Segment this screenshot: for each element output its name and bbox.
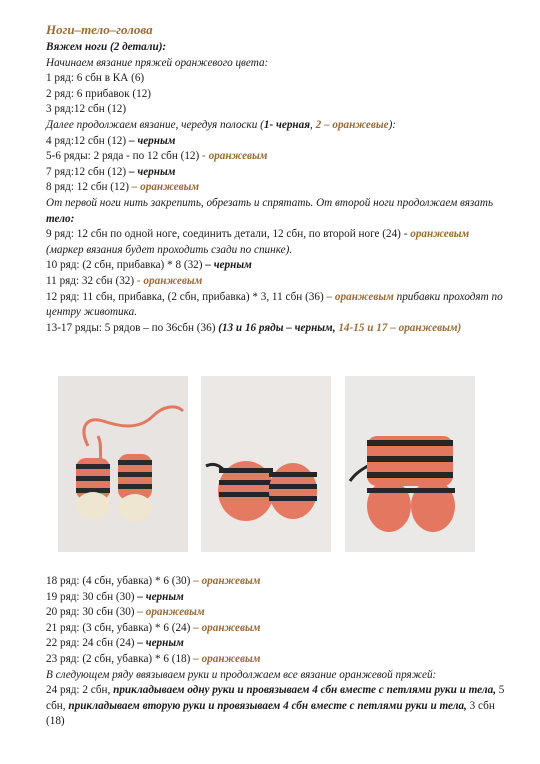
row-1: 1 ряд: 6 сбн в КА (6) <box>46 72 145 85</box>
row-22-text: 22 ряд: 24 сбн (24) <box>46 637 138 650</box>
photo-strip <box>58 376 476 552</box>
row-20-color: – оранжевым <box>137 606 205 619</box>
row-4-color: – черным <box>128 134 176 147</box>
row-22-color: – черным <box>137 637 184 650</box>
row-10 <box>46 258 512 274</box>
row-21-color: – оранжевым <box>193 621 261 634</box>
section-title: Вяжем ноги (2 детали): <box>46 41 167 53</box>
row-8-color: – оранжевым <box>131 181 200 194</box>
row-23-text: 23 ряд: (2 сбн, убавка) * 6 (18) <box>46 652 194 665</box>
row-18 <box>46 574 512 590</box>
row-9-color: оранжевым <box>410 228 470 241</box>
row-24-b: прикладываем одну руки и провязываем 4 сбн вместе с петлями руки и тела, <box>113 684 496 697</box>
row-21-text: 21 ряд: (3 сбн, убавка) * 6 (24) <box>46 621 194 634</box>
alternate-black: 1- черная <box>263 118 310 131</box>
row-21 <box>46 621 512 637</box>
row-20 <box>46 605 512 621</box>
row-22 <box>46 636 512 652</box>
alternate-note <box>46 118 512 134</box>
row-23-color: – оранжевым <box>193 652 261 665</box>
row-24-d: прикладываем вторую руки и провязываем 4 сбн вместе с петлями руки и тела, <box>68 699 467 712</box>
row-2: 2 ряд: 6 прибавок (12) <box>46 87 152 100</box>
photo-body-joined <box>345 376 475 552</box>
row-24-e: 3 сбн (18) <box>46 699 495 728</box>
row-10-text: 10 ряд: (2 сбн, прибавка) * 8 (32) <box>46 259 206 272</box>
row-11-color: - оранжевым <box>136 274 203 287</box>
row-13-17 <box>46 321 512 337</box>
row-20-text: 20 ряд: 30 сбн (30) <box>46 606 138 619</box>
alternate-orange: 2 – оранжевые <box>315 118 389 131</box>
row-5-6-color: - оранжевым <box>202 150 268 163</box>
row-4-text: 4 ряд:12 сбн (12) <box>46 134 129 147</box>
alternate-comma: , <box>309 118 316 131</box>
row-12-text: 12 ряд: 11 сбн, прибавка, (2 сбн, прибавка) * 3, 11 сбн (36) <box>46 290 327 303</box>
row-9 <box>46 227 512 243</box>
instructions-top <box>46 22 512 336</box>
row-8-text: 8 ряд: 12 сбн (12) <box>46 181 132 194</box>
finish-note <box>46 196 512 227</box>
marker-note: (маркер вязания будет проходить сзади по спинке). <box>46 243 293 256</box>
row-18-color: – оранжевым <box>193 575 261 587</box>
row-19-text: 19 ряд: 30 сбн (30) <box>46 590 138 603</box>
row-24 <box>46 683 512 730</box>
row-13-17-orange: 14-15 и 17 – оранжевым) <box>338 321 462 334</box>
row-5-6-text: 5-6 ряды: 2 ряда - по 12 сбн (12) <box>46 150 203 163</box>
row-9-text: 9 ряд: 12 сбн по одной ноге, соединить детали, 12 сбн, по второй ноге (24) - <box>46 228 411 241</box>
row-19-color: – черным <box>137 590 184 603</box>
legs-closeup-image <box>201 376 331 552</box>
row-11 <box>46 274 512 290</box>
row-5-6 <box>46 149 512 165</box>
instructions-bottom <box>46 574 512 730</box>
row-24-a: 24 ряд: 2 сбн, <box>46 684 114 697</box>
photo-legs-closeup <box>201 376 331 552</box>
row-7-color: – черным <box>128 165 176 178</box>
row-7-text: 7 ряд:12 сбн (12) <box>46 165 129 178</box>
row-18-text: 18 ряд: (4 сбн, убавка) * 6 (30) <box>46 575 194 587</box>
finish-note-bold: тело: <box>46 212 75 225</box>
alternate-prefix: Далее продолжаем вязание, чередуя полоски ( <box>46 118 264 131</box>
row-7 <box>46 165 512 181</box>
legs-separate-image <box>58 376 188 552</box>
intro-text: Начинаем вязание пряжей оранжевого цвета: <box>46 56 269 69</box>
row-11-text: 11 ряд: 32 сбн (32) <box>46 274 137 287</box>
next-note: В следующем ряду ввязываем руки и продолжаем все вязание оранжевой пряжей: <box>46 668 437 681</box>
row-24-c: 5 сбн, <box>46 684 505 712</box>
row-10-color: – черным <box>205 259 252 272</box>
row-12-color: – оранжевым <box>326 290 394 303</box>
photo-legs-separate <box>58 376 188 552</box>
row-23 <box>46 652 512 668</box>
row-13-17-bold: (13 и 16 ряды – черным, <box>218 321 339 334</box>
page-heading: Ноги–тело–голова <box>46 22 153 37</box>
body-joined-image <box>345 376 475 552</box>
row-4 <box>46 134 512 150</box>
alternate-suffix: ): <box>388 118 397 131</box>
row-8 <box>46 180 512 196</box>
finish-note-text: От первой ноги нить закрепить, обрезать и спрятать. От второй ноги продолжаем вязать <box>46 196 494 209</box>
row-12 <box>46 290 512 321</box>
row-19 <box>46 590 512 606</box>
row-12-extra: прибавки проходят по центру животика. <box>46 290 503 319</box>
row-13-17-text: 13-17 ряды: 5 рядов – по 36сбн (36) <box>46 321 219 334</box>
row-3: 3 ряд:12 сбн (12) <box>46 103 127 116</box>
